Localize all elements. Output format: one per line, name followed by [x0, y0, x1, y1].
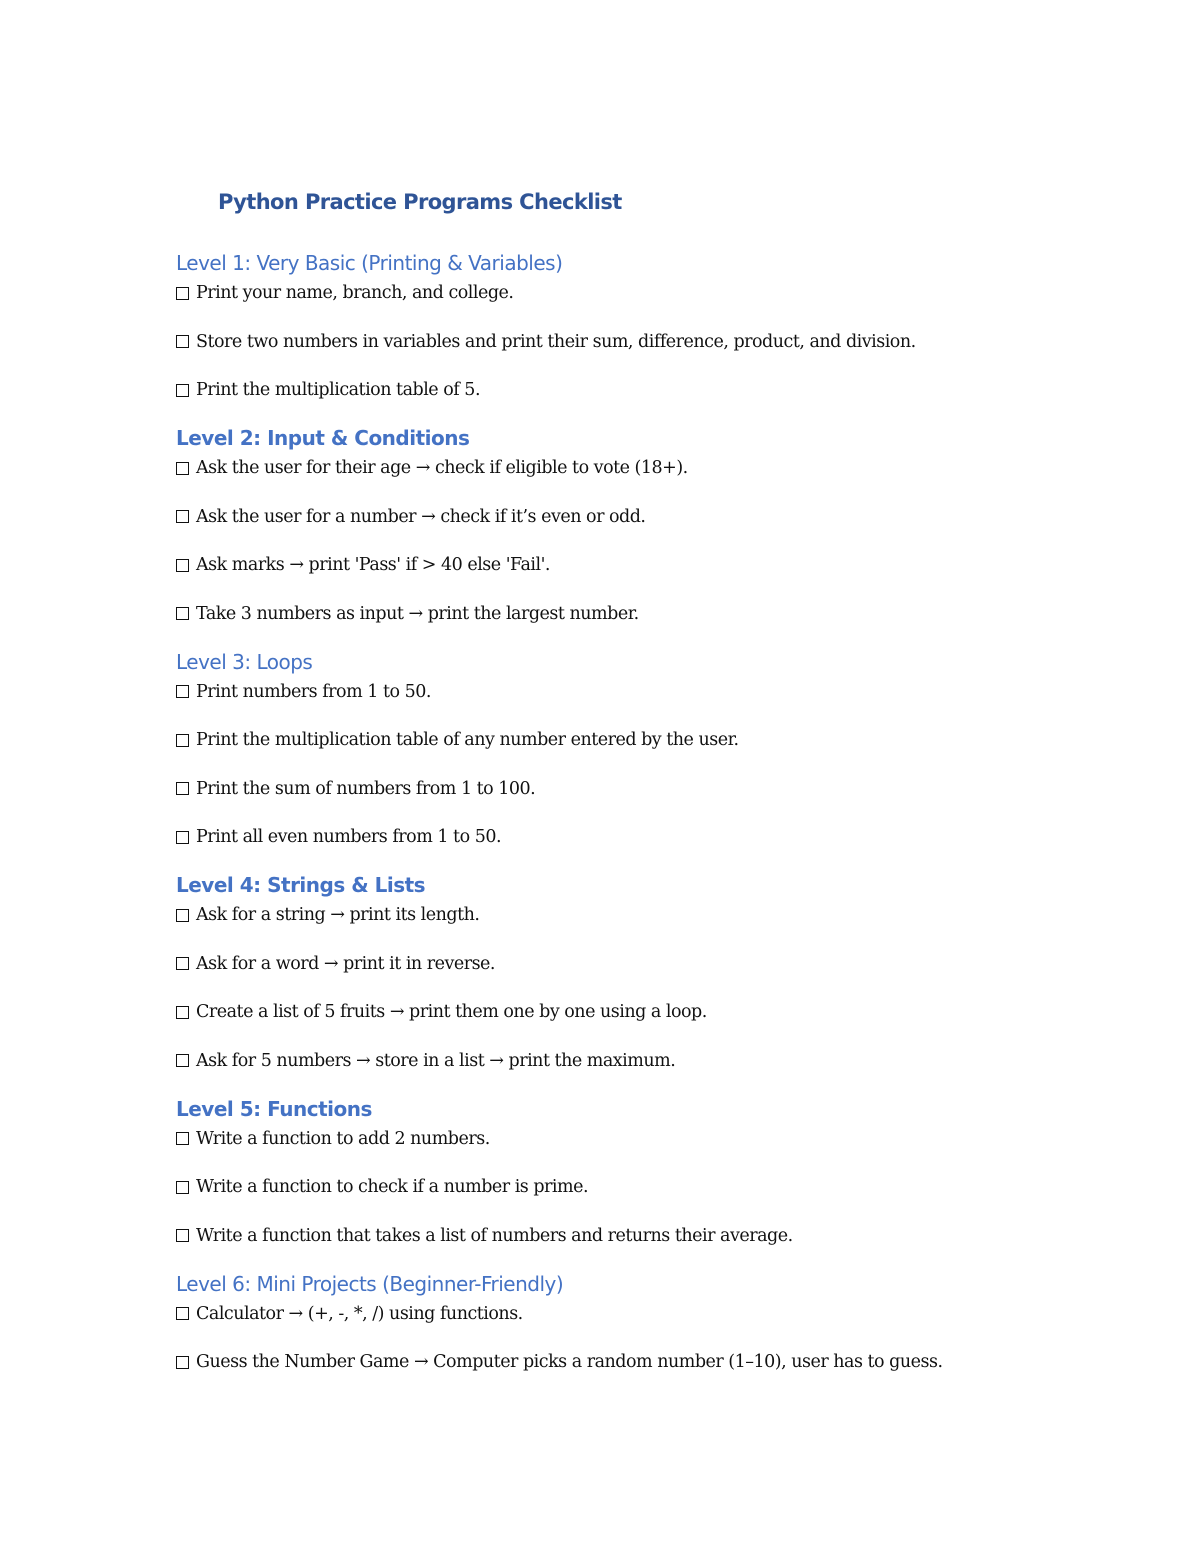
- checklist-item-text: Take 3 numbers as input → print the largest number.: [196, 603, 639, 624]
- checkbox-icon[interactable]: [176, 1307, 189, 1320]
- checkbox-icon[interactable]: [176, 1229, 189, 1242]
- checklist-item: [176, 599, 1076, 629]
- checklist-item: [176, 997, 1076, 1027]
- checklist-item-text: Create a list of 5 fruits → print them one by one using a loop.: [196, 1002, 707, 1022]
- checklist-item: [176, 375, 1076, 405]
- level-section: [176, 1269, 1076, 1378]
- checklist-item-text: Ask for 5 numbers → store in a list → print the maximum.: [196, 1050, 676, 1071]
- checkbox-icon[interactable]: [176, 909, 189, 922]
- checkbox-icon[interactable]: [176, 734, 189, 747]
- checklist-item-text: Store two numbers in variables and print their sum, difference, product, and division.: [196, 331, 916, 352]
- checklist-item: [176, 502, 1076, 532]
- checklist-item-text: Print your name, branch, and college.: [196, 283, 514, 303]
- checklist-item: [176, 1299, 1076, 1329]
- checklist-item: [176, 822, 1076, 852]
- level-heading: Level 4: Strings & Lists: [176, 873, 426, 897]
- checklist-item: [176, 725, 1076, 755]
- checklist-item-text: Print the multiplication table of any number entered by the user.: [196, 730, 739, 750]
- checkbox-icon[interactable]: [176, 957, 189, 970]
- checkbox-icon[interactable]: [176, 1181, 189, 1194]
- checklist-item-text: Ask for a word → print it in reverse.: [196, 953, 495, 974]
- checklist-item: [176, 774, 1076, 804]
- checklist-item-text: Write a function to add 2 numbers.: [196, 1128, 490, 1149]
- checkbox-icon[interactable]: [176, 384, 189, 397]
- checkbox-icon[interactable]: [176, 559, 189, 572]
- checklist-item-text: Print the sum of numbers from 1 to 100.: [196, 778, 536, 799]
- checkbox-icon[interactable]: [176, 287, 189, 300]
- checklist-item: [176, 1221, 1076, 1251]
- checkbox-icon[interactable]: [176, 335, 189, 348]
- checklist-item: [176, 278, 1076, 308]
- checklist-item: [176, 677, 1076, 707]
- checklist-item-text: Ask the user for a number → check if it’s even or odd.: [196, 506, 646, 527]
- checklist-item: [176, 949, 1076, 979]
- level-heading: Level 6: Mini Projects (Beginner-Friendly): [176, 1271, 564, 1296]
- level-section: [176, 647, 1076, 853]
- checkbox-icon[interactable]: [176, 510, 189, 523]
- checklist-item: [176, 550, 1076, 580]
- checklist-item-text: Guess the Number Game → Computer picks a random number (1–10), user has to guess.: [196, 1352, 943, 1372]
- page-title: Python Practice Programs Checklist: [218, 190, 622, 214]
- checklist-content: [176, 248, 1076, 1377]
- level-heading: Level 1: Very Basic (Printing & Variables): [176, 251, 563, 275]
- checklist-item: [176, 1172, 1076, 1202]
- checklist-item-text: Ask marks → print 'Pass' if > 40 else 'Fail'.: [196, 555, 550, 575]
- checkbox-icon[interactable]: [176, 1132, 189, 1145]
- level-heading: Level 3: Loops: [176, 649, 313, 674]
- checklist-item: [176, 453, 1076, 483]
- checkbox-icon[interactable]: [176, 607, 189, 620]
- level-section: [176, 248, 1076, 405]
- checklist-item: [176, 1046, 1076, 1076]
- checklist-item: [176, 1124, 1076, 1154]
- level-section: [176, 423, 1076, 629]
- checkbox-icon[interactable]: [176, 1006, 189, 1019]
- checklist-item-text: Calculator → (+, -, *, /) using functions.: [196, 1303, 523, 1324]
- checklist-item-text: Print all even numbers from 1 to 50.: [196, 827, 502, 847]
- checklist-item-text: Print the multiplication table of 5.: [196, 380, 481, 400]
- checklist-item-text: Ask the user for their age → check if eligible to vote (18+).: [196, 458, 688, 478]
- level-section: [176, 1094, 1076, 1251]
- checklist-item: [176, 327, 1076, 357]
- checklist-item-text: Print numbers from 1 to 50.: [196, 681, 431, 702]
- checklist-item: [176, 900, 1076, 930]
- checkbox-icon[interactable]: [176, 462, 189, 475]
- checkbox-icon[interactable]: [176, 782, 189, 795]
- checklist-item-text: Ask for a string → print its length.: [196, 905, 480, 925]
- level-section: [176, 870, 1076, 1076]
- checkbox-icon[interactable]: [176, 1356, 189, 1369]
- level-heading: Level 2: Input & Conditions: [176, 426, 470, 450]
- checklist-item-text: Write a function to check if a number is prime.: [196, 1177, 589, 1197]
- checkbox-icon[interactable]: [176, 1054, 189, 1067]
- checkbox-icon[interactable]: [176, 831, 189, 844]
- level-heading: Level 5: Functions: [176, 1096, 372, 1121]
- checklist-item-text: Write a function that takes a list of numbers and returns their average.: [196, 1225, 793, 1246]
- checklist-item: [176, 1347, 1076, 1377]
- checkbox-icon[interactable]: [176, 685, 189, 698]
